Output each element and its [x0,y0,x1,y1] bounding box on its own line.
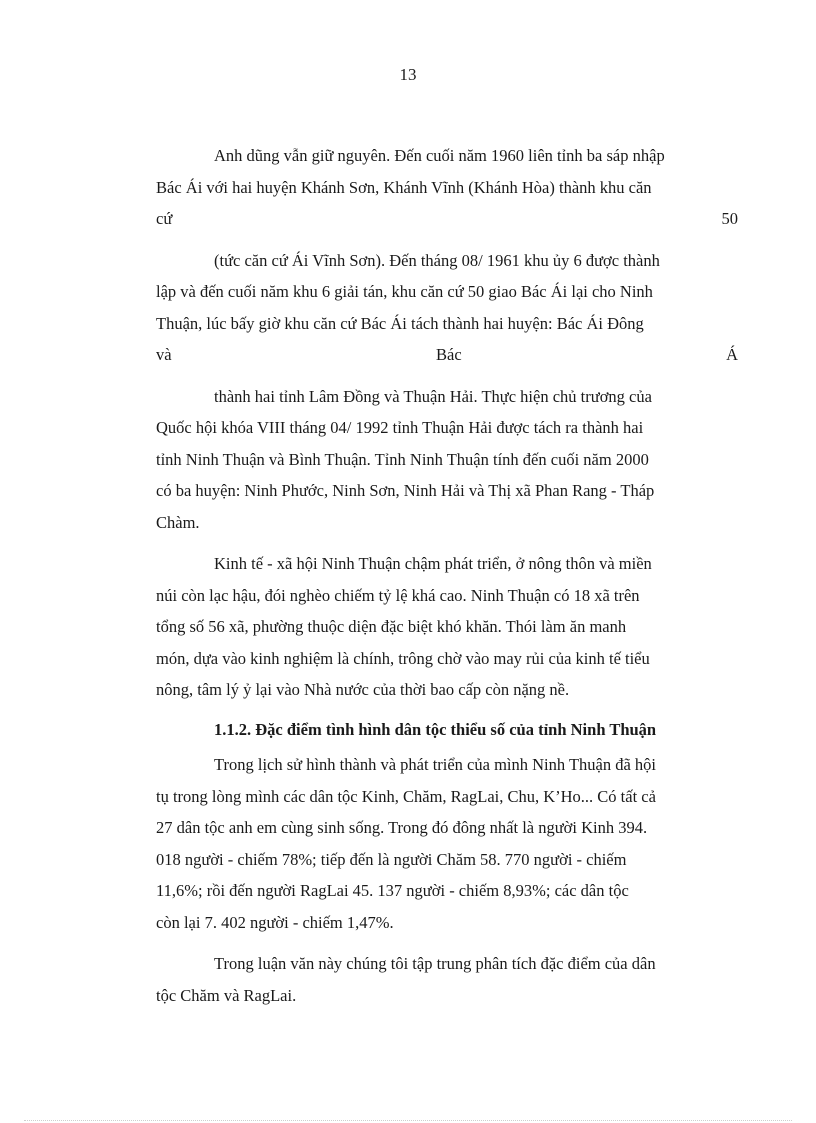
paragraph-5 [156,749,738,938]
text-line: thành hai tỉnh Lâm Đồng và Thuận Hải. Thực hiện chủ trương của [214,386,652,406]
text-line: có ba huyện: Ninh Phước, Ninh Sơn, Ninh Hải và Thị xã Phan Rang - Tháp [156,481,655,500]
page-bottom-divider [24,1120,792,1121]
text-line: núi còn lạc hậu, đói nghèo chiếm tỷ lệ khá cao. Ninh Thuận có 18 xã trên [156,585,640,605]
text-line: còn lại 7. 402 người - chiếm 1,47%. [156,912,394,932]
paragraph-3 [156,381,738,539]
document-body [156,140,738,1011]
text-word: 50 [721,209,738,228]
paragraph-1 [156,140,738,235]
text-line [156,203,738,235]
text-line: nông, tâm lý ỷ lại vào Nhà nước của thời bao cấp còn nặng nề. [156,680,570,699]
text-line: Quốc hội khóa VIII tháng 04/ 1992 tỉnh Thuận Hải được tách ra thành hai [156,418,644,437]
page-number: 13 [399,65,417,84]
text-line: món, dựa vào kinh nghiệm là chính, trông chờ vào may rủi của kinh tế tiểu [156,648,650,668]
text-line: Trong luận văn này chúng tôi tập trung phân tích đặc điểm của dân [214,954,656,973]
paragraph-2 [156,245,738,371]
text-line: (tức căn cứ Ái Vĩnh Sơn). Đến tháng 08/ 1961 khu ủy 6 được thành [214,250,660,270]
text-word: Bác [436,345,462,364]
text-line: tộc Chăm và RagLai. [156,985,297,1005]
text-line: tổng số 56 xã, phường thuộc diện đặc biệt khó khăn. Thói làm ăn manh [156,617,627,636]
text-line: 11,6%; rồi đến người RagLai 45. 137 người - chiếm 8,93%; các dân tộc [156,881,629,900]
text-line: tụ trong lòng mình các dân tộc Kinh, Chăm, RagLai, Chu, K’Ho... Có tất cả [156,786,656,806]
text-line [156,339,738,371]
paragraph-4 [156,548,738,706]
section-heading: 1.1.2. Đặc điểm tình hình dân tộc thiểu số của tỉnh Ninh Thuận [214,719,657,739]
text-line: 018 người - chiếm 78%; tiếp đến là người Chăm 58. 770 người - chiếm [156,849,627,869]
text-line: Kinh tế - xã hội Ninh Thuận chậm phát triển, ở nông thôn và miền [214,554,652,573]
text-line: Anh dũng vẫn giữ nguyên. Đến cuối năm 1960 liên tỉnh ba sáp nhập [214,146,665,165]
paragraph-6 [156,948,738,1011]
text-line: Trong lịch sử hình thành và phát triển của mình Ninh Thuận đã hội [214,755,657,774]
text-word: Á [726,345,738,364]
text-word: cứ [156,209,173,228]
text-line: 27 dân tộc anh em cùng sinh sống. Trong đó đông nhất là người Kinh 394. [156,818,648,837]
text-line: Bác Ái với hai huyện Khánh Sơn, Khánh Vĩnh (Khánh Hòa) thành khu căn [156,177,652,197]
text-line: Chàm. [156,512,200,532]
text-line: Thuận, lúc bấy giờ khu căn cứ Bác Ái tách thành hai huyện: Bác Ái Đông [156,313,644,333]
text-word: và [156,345,172,364]
text-line: lập và đến cuối năm khu 6 giải tán, khu căn cứ 50 giao Bác Ái lại cho Ninh [156,282,653,301]
text-line: tỉnh Ninh Thuận và Bình Thuận. Tỉnh Ninh Thuận tính đến cuối năm 2000 [156,449,649,469]
